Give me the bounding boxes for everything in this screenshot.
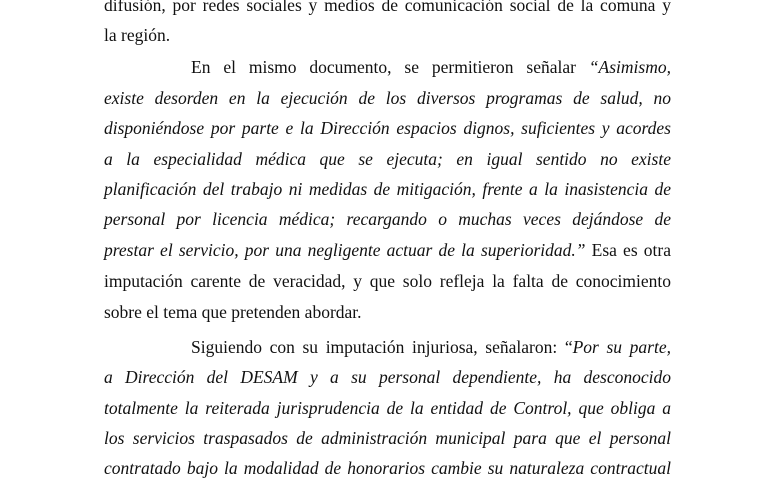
text-line: la región.: [104, 25, 171, 45]
text-line: prestar el servicio, por una negligente actuar de la superioridad.” Esa es otra: [104, 240, 671, 260]
quoted-text-line: contratado bajo la modalidad de honorarios cambie su naturaleza contractual: [104, 458, 671, 478]
paragraph-first-line: En el mismo documento, se permitieron señalar “Asimismo,: [191, 57, 671, 77]
quoted-text-line: planificación del trabajo ni medidas de mitigación, frente a la inasistencia de: [104, 179, 671, 199]
quoted-text-line: totalmente la reiterada jurisprudencia de la entidad de Control, que obliga a: [104, 398, 671, 418]
quoted-text-line: a Dirección del DESAM y a su personal dependiente, ha desconocido: [104, 367, 671, 387]
text-line: imputación carente de veracidad, y que solo refleja la falta de conocimiento: [104, 271, 671, 291]
quoted-text-line: a la especialidad médica que se ejecuta; en igual sentido no existe: [104, 149, 671, 169]
text-line: sobre el tema que pretenden abordar.: [104, 302, 362, 322]
quoted-text-line: personal por licencia médica; recargando o muchas veces dejándose de: [104, 209, 671, 229]
paragraph-first-line: Siguiendo con su imputación injuriosa, señalaron: “Por su parte,: [191, 337, 671, 357]
quoted-text-line: existe desorden en la ejecución de los diversos programas de salud, no: [104, 88, 671, 108]
quoted-text-line: los servicios traspasados de administración municipal para que el personal: [104, 428, 671, 448]
text-line: difusión, por redes sociales y medios de comunicación social de la comuna y: [104, 0, 671, 15]
quoted-text-line: disponiéndose por parte e la Dirección espacios dignos, suficientes y acordes: [104, 118, 671, 138]
